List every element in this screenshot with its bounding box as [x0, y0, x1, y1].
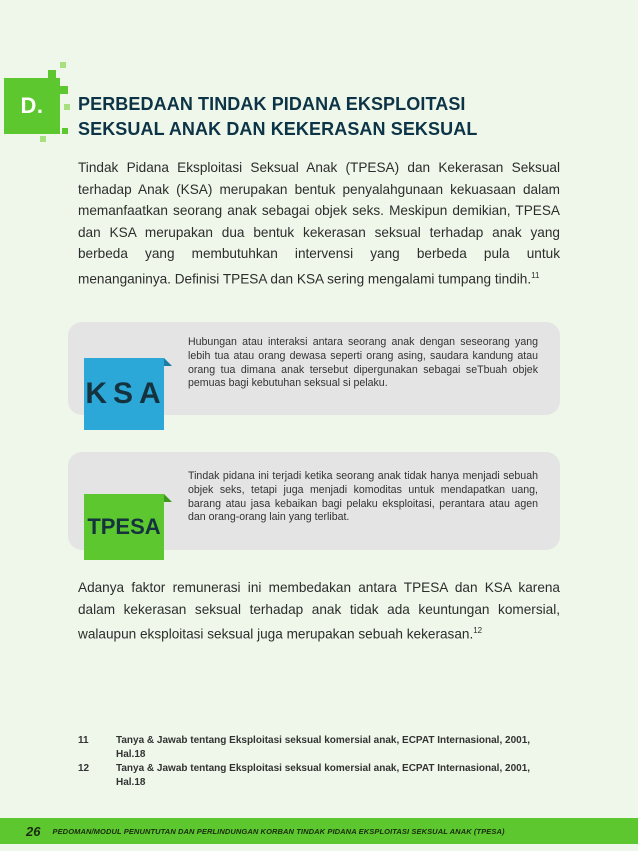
section-title-line2: SEKSUAL ANAK DAN KEKERASAN SEKSUAL [78, 119, 478, 139]
footer-title: PEDOMAN/MODUL PENUNTUTAN DAN PERLINDUNGAN KORBAN TINDAK PIDANA EKSPLOITASI SEKSUAL ANAK (TPESA) [52, 826, 505, 836]
footnote-item [78, 762, 562, 790]
section-badge: D. [4, 78, 60, 134]
pixel-decoration [48, 70, 56, 78]
footnote-item [78, 734, 562, 762]
conclusion-paragraph [78, 577, 560, 645]
pixel-decoration [62, 128, 68, 134]
footnote-ref: 11 [531, 270, 540, 280]
footnote-ref: 12 [473, 626, 483, 636]
pixel-decoration [40, 136, 46, 142]
footnote-text: Tanya & Jawab tentang Eksploitasi seksual komersial anak, ECPAT Internasional, 2001, Hal.18 [115, 763, 531, 788]
page-number: 26 [26, 823, 41, 839]
intro-paragraph-text: Tindak Pidana Eksploitasi Seksual Anak (TPESA) dan Kekerasan Seksual terhadap Anak (KSA) merupakan bentuk penyalahgunaan kekuasaan dalam memanfaatkan seorang anak sebagai objek seks. Meskipun demikian, TPESA dan KSA merupakan dua bentuk kekerasan seksual terhadap anak yang berbeda yang membutuhkan intervensi yang berbeda pula untuk menanganinya. Definisi TPESA dan KSA sering mengalami tumpang tindih. [78, 160, 560, 287]
conclusion-paragraph-text: Adanya faktor remunerasi ini membedakan antara TPESA dan KSA karena dalam kekerasan seksual terhadap anak tidak ada keuntungan komersial, walaupun eksploitasi seksual juga merupakan sebuah kekerasan. [78, 580, 560, 642]
section-title-line1: PERBEDAAN TINDAK PIDANA EKSPLOITASI [78, 94, 466, 114]
section-title [78, 92, 558, 142]
pixel-decoration [60, 86, 68, 94]
definition-ksa-label: KSA [84, 358, 164, 430]
page-footer [0, 818, 638, 844]
definition-ksa-text: Hubungan atau interaksi antara seorang anak dengan seseorang yang lebih tua atau orang dewasa seperti orang asing, saudara kandung atau orang tua dimana anak tersebut dipergunakan sebagai seTbuah objek pemuas bagi kebutuhan seksual si pelaku. [188, 336, 538, 390]
definition-tpesa-label: TPESA [84, 494, 164, 560]
pixel-decoration [60, 62, 66, 68]
definition-tpesa-text: Tindak pidana ini terjadi ketika seorang anak tidak hanya menjadi sebuah objek seks, tetapi juga menjadi komoditas untuk mendapatkan uang, barang atau jasa kebaikan bagi pelaku eksploitasi, perantara atau agen dan orang-orang lain yang terlibat. [188, 470, 538, 524]
footnote-text: Tanya & Jawab tentang Eksploitasi seksual komersial anak, ECPAT Internasional, 2001, Hal.18 [115, 735, 531, 760]
footnotes [78, 734, 562, 790]
footnote-number: 12 [78, 763, 90, 774]
footnote-number: 11 [78, 735, 89, 746]
intro-paragraph [78, 157, 560, 290]
pixel-decoration [64, 104, 70, 110]
